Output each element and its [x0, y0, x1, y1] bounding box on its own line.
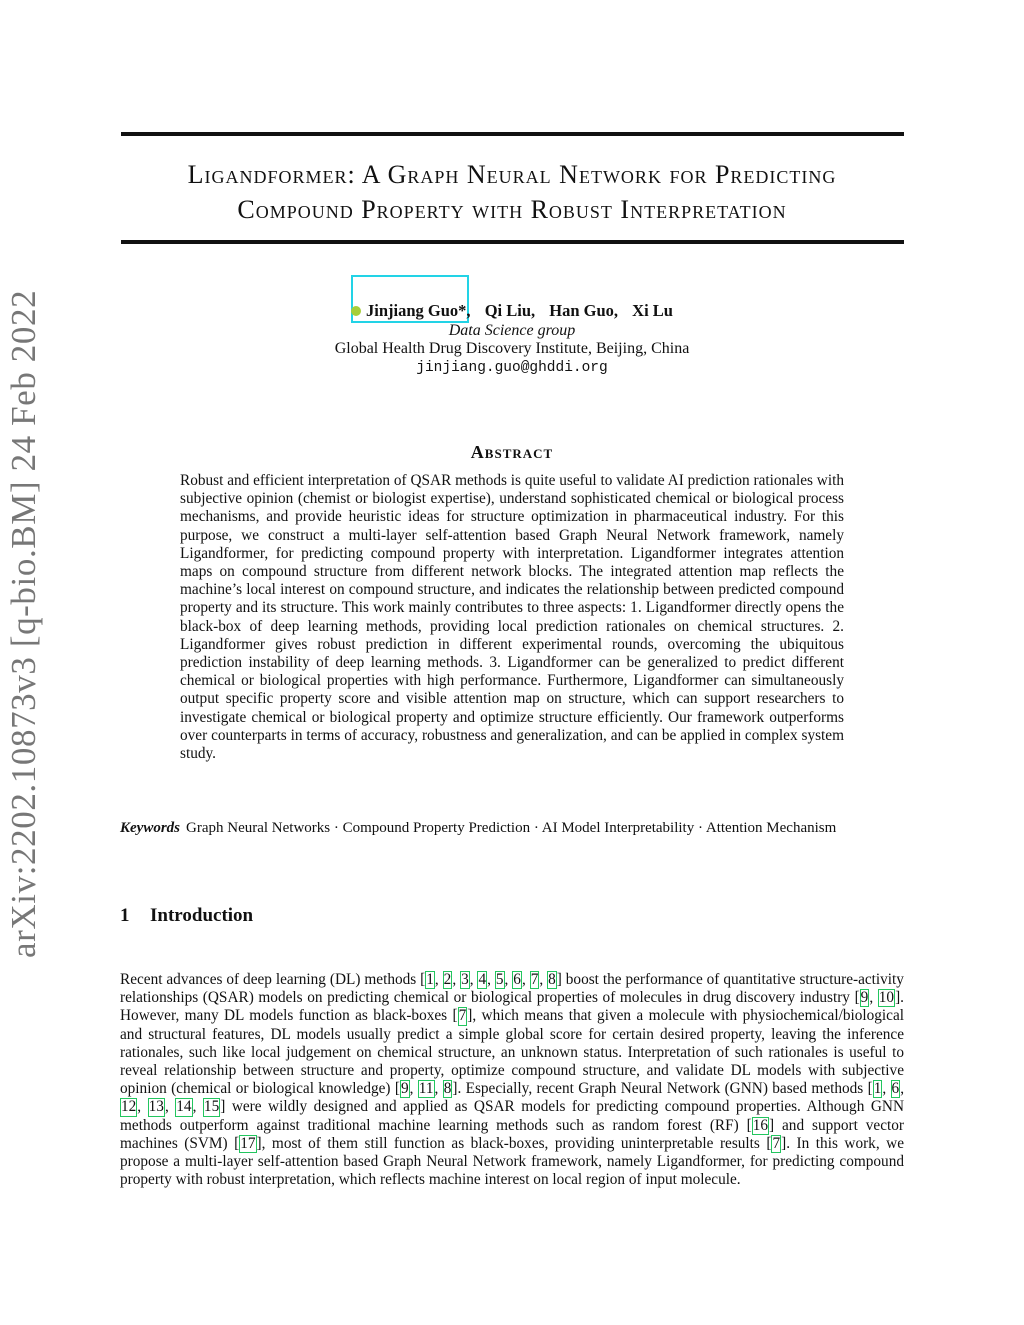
citation-link[interactable]: 6: [513, 971, 521, 988]
citation-link[interactable]: 3: [461, 971, 469, 988]
citation-link[interactable]: 2: [443, 971, 452, 988]
author-2: Qi Liu,: [484, 301, 536, 320]
intro-text: ]. In this work, we propose a multi-layer self-attention based Graph Neural Network framework, namely Ligandformer, for predicting compound property with robust interpretation, which reflects machine interest on local region of input molecule.: [120, 1134, 904, 1189]
citation-link[interactable]: 8: [548, 971, 556, 988]
citation-link[interactable]: 13: [148, 1098, 164, 1116]
abstract-heading: Abstract: [470, 442, 554, 462]
citation-link[interactable]: 1: [426, 971, 434, 988]
keywords: [120, 820, 920, 837]
arxiv-identifier[interactable]: arXiv:2202.10873v3 [q-bio.BM] 24 Feb 2022: [4, 289, 43, 958]
citation-link[interactable]: 14: [176, 1098, 192, 1116]
title-line-1: Ligandformer: A Graph Neural Network for Predicting: [187, 160, 837, 189]
paper-title: [100, 157, 924, 227]
citation-link[interactable]: 9: [400, 1080, 409, 1098]
citation-link[interactable]: 5: [495, 971, 504, 988]
citation-link[interactable]: 6: [891, 1080, 900, 1098]
title-line-2: Compound Property with Robust Interpretation: [237, 195, 787, 224]
abstract-text: Robust and efficient interpretation of QSAR methods is quite useful to validate AI prediction rationales with subjective opinion (chemist or biologist expertise), understand sophisticated chemical or biological process mechanisms, and provide heuristic ideas for structure optimization in pharmaceutical industry. For this purpose, we construct a multi-layer self-attention based Graph Neural Network framework, namely Ligandformer, for predicting compound property with interpretation. Ligandformer integrates attention maps on compound structure from different network blocks. The integrated attention map reflects the machine’s local interest on compound structure, and indicates the relationship between predicted compound property and its structure. This work mainly contributes to three aspects: 1. Ligandformer directly opens the black-box of deep learning methods, providing local prediction rationales on chemical structures. 2. Ligandformer gives robust prediction in different experimental rounds, overcoming the ubiquitous prediction instability of deep learning methods. 3. Ligandformer can be generalized to predict different chemical or biological properties with high performance. Furthermore, Ligandformer can simultaneously output specific property score and visible attention map on structure, which can support researchers to investigate chemical or biological property and optimize structure efficiently. Our framework outperforms over counterparts in terms of accuracy, robustness and generalization, and can be applied in complex system study.: [180, 472, 844, 763]
intro-text: Recent advances of deep learning (DL) methods [: [120, 971, 426, 988]
section-number: 1: [120, 905, 130, 926]
citation-link[interactable]: 9: [860, 989, 869, 1007]
author-1[interactable]: Jinjiang Guo*,: [366, 301, 471, 320]
intro-text: ] boost the performance of quantitative structure-activity relationships (QSAR) models on predicting chemical or biological properties of molecules in drug discovery industry [: [120, 971, 904, 1007]
intro-paragraph: Recent advances of deep learning (DL) methods [1, 2, 3, 4, 5, 6, 7, 8] boost the performance of quantitative structure-activity relationships (QSAR) models on predicting chemical or biological properties of molecules in drug discovery industry [9, 10]. However, many DL models function as black-boxes [7], which means that given a molecule with physiochemical/biological and structural features, DL models usually predict a simple global score for certain desired property, leaving the inference rationales, such like local judgement on chemical structure, an unknown status. Interpretation of such rationales is useful to reveal relationship between structure and property, optimize compound structure, and validate DL models with subjective opinion (chemical or biological knowledge) [9, 11, 8]. Especially, recent Graph Neural Network (GNN) based methods [1, 6, 12, 13, 14, 15] were wildly designed and applied as QSAR models for predicting compound properties. Although GNN methods outperform against traditional machine learning methods such as random forest (RF) [16] and support vector machines (SVM) [17], most of them still function as black-boxes, providing uninterpretable results [7]. In this work, we propose a multi-layer self-attention based Graph Neural Network framework, namely Ligandformer, for predicting compound property with robust interpretation, which reflects machine interest on local region of input molecule.: [120, 971, 905, 1189]
intro-text: ] and support vector machines (SVM) [: [120, 1116, 904, 1152]
author-email[interactable]: jinjiang.guo@ghddi.org: [416, 360, 608, 376]
section-title: Introduction: [150, 905, 254, 926]
author-3: Han Guo,: [549, 301, 619, 320]
citation-link[interactable]: 1: [873, 1080, 882, 1098]
intro-text: ], most of them still function as black-boxes, providing uninterpretable results [: [256, 1134, 772, 1152]
citation-link[interactable]: 12: [121, 1098, 137, 1116]
keywords-label: Keywords: [120, 820, 180, 836]
citation-link[interactable]: 17: [240, 1134, 256, 1152]
section-heading: [120, 905, 253, 927]
intro-text: ]. However, many DL models function as black-boxes [: [120, 989, 904, 1025]
citation-link[interactable]: 10: [878, 989, 895, 1007]
author-group: Data Science group: [448, 322, 576, 339]
citation-link[interactable]: 8: [443, 1080, 452, 1098]
citation-link[interactable]: 15: [203, 1098, 220, 1116]
title-rule-top: [121, 132, 904, 136]
keywords-text: Graph Neural Networks · Compound Property Prediction · AI Model Interpretability · Attention Mechanism: [186, 820, 837, 836]
citation-link[interactable]: 4: [478, 971, 487, 988]
orcid-icon[interactable]: [351, 306, 361, 316]
author-4: Xi Lu: [632, 301, 673, 320]
citation-link[interactable]: 11: [418, 1080, 434, 1098]
author-list: [0, 301, 1024, 321]
citation-link[interactable]: 7: [772, 1134, 781, 1152]
intro-text: ], which means that given a molecule with physiochemical/biological and structural features, DL models usually predict a simple global score for certain desired property, leaving the inference rationales, such like local judgement on chemical structure, an unknown status. Interpretation of such rationales is useful to reveal relationship between structure and property, optimize compound structure, and validate DL models with subjective opinion (chemical or biological knowledge) [: [120, 1007, 904, 1098]
citation-link[interactable]: 7: [458, 1007, 467, 1025]
intro-text: ]. Especially, recent Graph Neural Network (GNN) based methods [: [452, 1080, 873, 1098]
title-rule-bottom: [121, 240, 904, 244]
author-institute: Global Health Drug Discovery Institute, Beijing, China: [334, 340, 690, 357]
citation-link[interactable]: 7: [530, 971, 539, 988]
intro-text: ] were wildly designed and applied as QSAR models for predicting compound properties. Although GNN methods outperform against traditional machine learning methods such as random forest (RF) [: [120, 1098, 904, 1134]
citation-link[interactable]: 16: [752, 1116, 769, 1134]
